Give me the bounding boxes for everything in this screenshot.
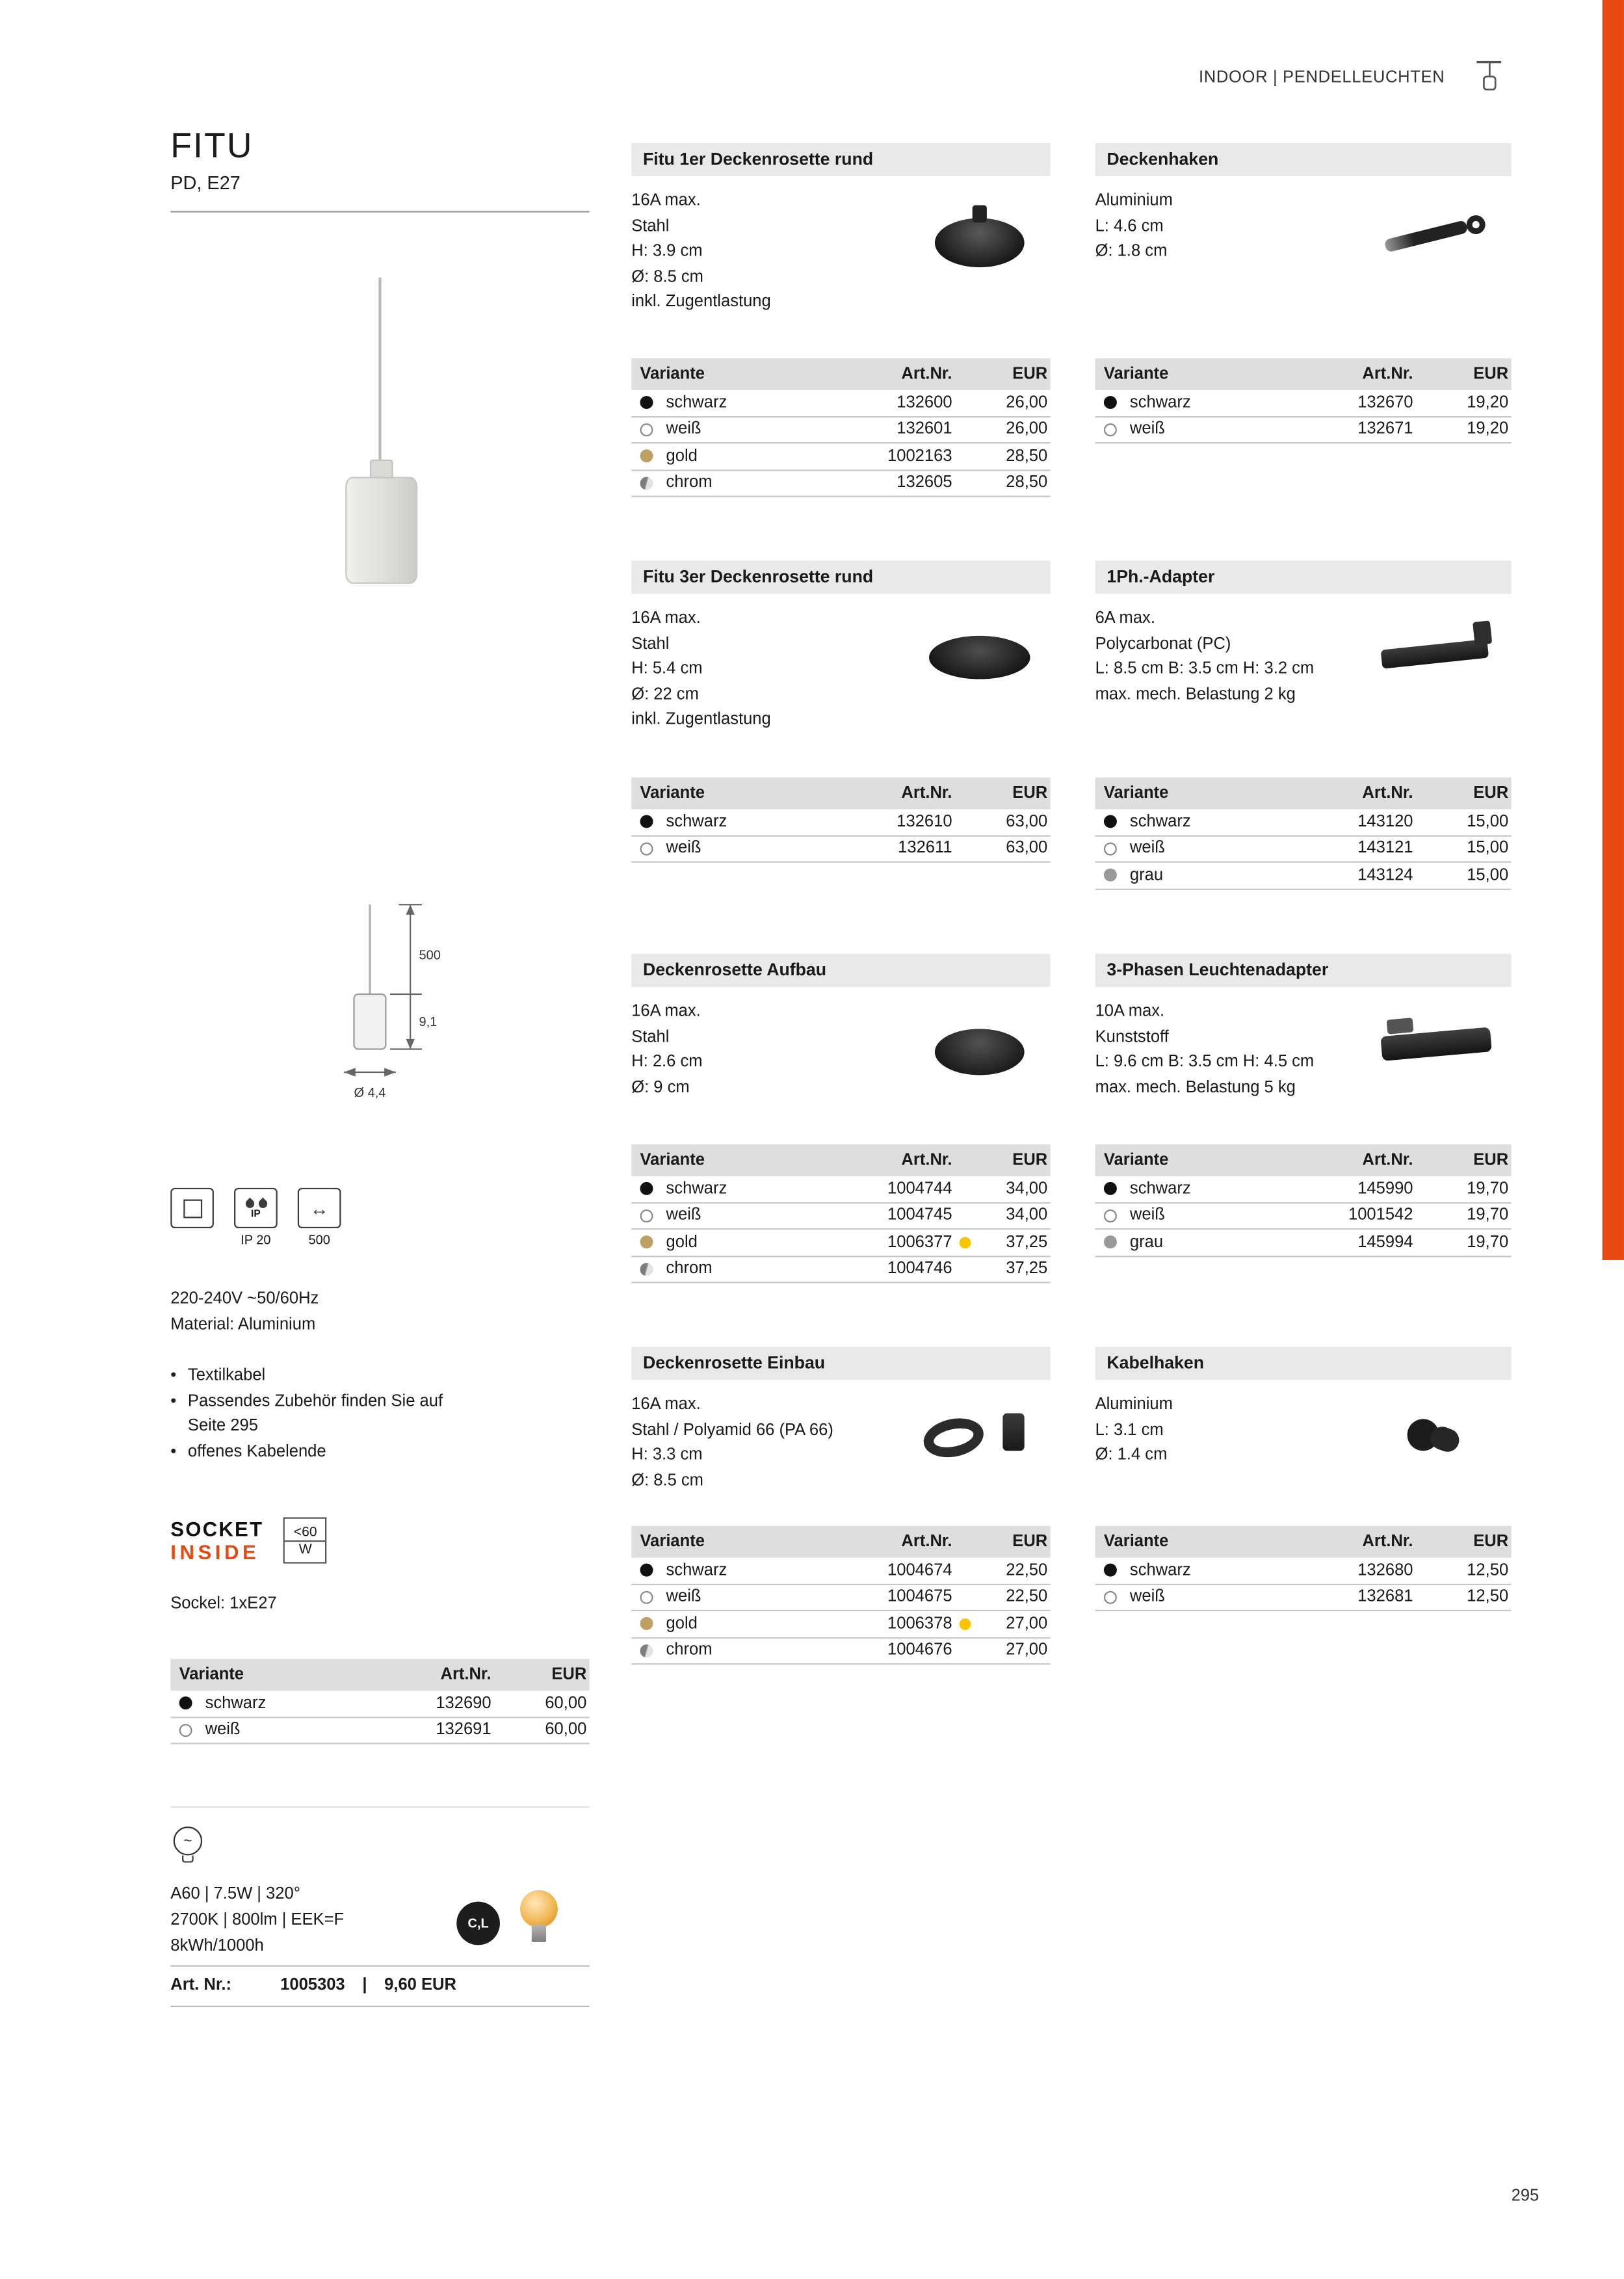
table-row	[1095, 863, 1512, 889]
price: 34,00	[1006, 1207, 1048, 1224]
col-eur: EUR	[1473, 1152, 1509, 1169]
table-row	[1095, 390, 1512, 417]
section-3phasen-leuchtenadapter	[1095, 954, 1512, 1252]
price: 22,50	[1006, 1561, 1048, 1579]
product-photo	[917, 1006, 1041, 1090]
variant-label: weiß	[1129, 1588, 1165, 1606]
detail-line: Polycarbonat (PC)	[1095, 635, 1231, 653]
price: 28,50	[1006, 447, 1048, 466]
col-variante: Variante	[179, 1666, 244, 1684]
col-artnr: Art.Nr.	[1362, 365, 1413, 383]
variant-color-dot	[640, 1564, 653, 1577]
price: 19,20	[1467, 394, 1509, 412]
detail-line: L: 3.1 cm	[1095, 1421, 1164, 1439]
art-number: 1004676	[887, 1642, 952, 1659]
divider	[170, 1806, 589, 1808]
col-artnr: Art.Nr.	[901, 1533, 952, 1551]
col-eur: EUR	[1012, 784, 1048, 802]
col-eur: EUR	[1473, 1533, 1509, 1551]
pendant-lamp-icon	[1471, 58, 1505, 96]
art-number: 132690	[436, 1694, 491, 1712]
table-row	[631, 443, 1050, 470]
material-spec: Material: Aluminium	[170, 1316, 316, 1334]
chapter-color-strip	[1603, 0, 1624, 1260]
art-number: 143120	[1357, 813, 1413, 831]
electrical-specs	[170, 1286, 319, 1338]
art-number: 1004744	[887, 1180, 952, 1198]
section-fitu-3er-deckenrosette	[631, 560, 1050, 858]
table-row	[1095, 1558, 1512, 1585]
socket-brand-top: SOCKET	[170, 1517, 264, 1541]
price: 19,70	[1467, 1180, 1509, 1198]
price: 9,60 EUR	[384, 1977, 456, 1994]
section-fitu-1er-deckenrosette	[631, 143, 1050, 492]
variant-color-dot	[1104, 842, 1117, 855]
art-number: 1001542	[1348, 1207, 1413, 1224]
variant-label: schwarz	[1129, 813, 1191, 831]
table-header-row	[631, 778, 1050, 810]
pendant-cable	[378, 278, 381, 462]
detail-line: L: 4.6 cm	[1095, 217, 1164, 235]
section-title: Fitu 1er Deckenrosette rund	[631, 143, 1050, 176]
table-row	[631, 1203, 1050, 1230]
art-nr-label: Art. Nr.:	[170, 1977, 231, 1994]
variant-color-dot	[640, 1617, 653, 1630]
detail-line: L: 8.5 cm B: 3.5 cm H: 3.2 cm	[1095, 660, 1315, 678]
variant-label: grau	[1129, 866, 1164, 884]
variant-label: gold	[666, 1615, 698, 1633]
ip-droplets-icon: IP IP 20	[234, 1188, 278, 1247]
col-variante: Variante	[1103, 1533, 1169, 1551]
art-number: 145994	[1357, 1233, 1413, 1252]
col-variante: Variante	[1103, 365, 1169, 383]
variant-label: schwarz	[1129, 1180, 1191, 1198]
price: 37,25	[1006, 1260, 1048, 1278]
product-photo	[917, 1399, 1041, 1482]
variant-label: grau	[1129, 1233, 1164, 1252]
product-photo	[917, 195, 1041, 279]
col-artnr: Art.Nr.	[901, 365, 952, 383]
bulb-icon: ~	[174, 1826, 202, 1855]
detail-line: L: 9.6 cm B: 3.5 cm H: 4.5 cm	[1095, 1053, 1315, 1071]
product-photo	[1378, 613, 1502, 696]
detail-line: 16A max.	[631, 1395, 701, 1414]
variant-color-dot	[640, 477, 653, 490]
svg-text:Ø 4,4: Ø 4,4	[354, 1085, 386, 1100]
price-table	[631, 1526, 1050, 1665]
variant-label: schwarz	[205, 1694, 267, 1712]
table-row	[170, 1691, 589, 1717]
feature-item: • Passendes Zubehör finden Sie auf Seite 295	[170, 1390, 445, 1440]
table-row	[1095, 810, 1512, 836]
col-eur: EUR	[1012, 365, 1048, 383]
detail-line: 16A max.	[631, 192, 701, 210]
col-eur: EUR	[1012, 1152, 1048, 1169]
detail-line: 16A max.	[631, 1003, 701, 1021]
detail-line: H: 3.9 cm	[631, 243, 703, 261]
price: 28,50	[1006, 474, 1048, 492]
art-number: 145990	[1357, 1180, 1413, 1198]
ip-rating-label: IP 20	[241, 1232, 271, 1247]
variant-color-dot	[640, 1182, 653, 1195]
art-number: 132681	[1357, 1588, 1413, 1606]
variant-label: weiß	[666, 421, 701, 438]
art-number: 1004674	[887, 1561, 952, 1579]
table-header-row	[631, 358, 1050, 390]
price: 12,50	[1467, 1561, 1509, 1579]
art-number: 132610	[897, 813, 952, 831]
table-row	[631, 1558, 1050, 1585]
variant-label: schwarz	[666, 813, 727, 831]
table-row	[631, 1176, 1050, 1203]
col-variante: Variante	[1103, 1152, 1169, 1169]
col-artnr: Art.Nr.	[1362, 784, 1413, 802]
detail-line: Ø: 1.8 cm	[1095, 243, 1168, 261]
price-table	[1095, 1526, 1512, 1611]
art-number: 132670	[1357, 394, 1413, 412]
detail-line: Ø: 22 cm	[631, 685, 699, 704]
art-number: 132611	[898, 839, 952, 858]
section-kabelhaken	[1095, 1347, 1512, 1606]
section-deckenrosette-aufbau	[631, 954, 1050, 1278]
table-header-row	[631, 1144, 1050, 1176]
section-1ph-adapter	[1095, 560, 1512, 884]
art-number: 132605	[897, 474, 952, 492]
variant-color-dot	[640, 1590, 653, 1603]
variant-color-dot	[1104, 1182, 1117, 1195]
table-header-row	[631, 1526, 1050, 1558]
art-number: 1005303	[280, 1977, 345, 1994]
variant-label: schwarz	[666, 1561, 727, 1579]
detail-line: Ø: 9 cm	[631, 1079, 690, 1096]
section-title: 3-Phasen Leuchtenadapter	[1095, 954, 1512, 987]
col-variante: Variante	[640, 1533, 705, 1551]
variant-color-dot	[640, 815, 653, 828]
col-variante: Variante	[640, 365, 705, 383]
detail-line: Stahl / Polyamid 66 (PA 66)	[631, 1421, 833, 1439]
product-price-table	[170, 1659, 589, 1744]
price: 63,00	[1006, 839, 1048, 858]
col-eur: EUR	[1012, 1533, 1048, 1551]
variant-label: chrom	[666, 1642, 713, 1659]
product-brand-block	[170, 127, 589, 213]
art-number: 1004675	[887, 1588, 952, 1606]
detail-line: Stahl	[631, 1028, 670, 1046]
variant-label: weiß	[1129, 839, 1165, 858]
table-row	[631, 1611, 1050, 1638]
section-title: Deckenrosette Aufbau	[631, 954, 1050, 987]
price: 37,25	[1006, 1233, 1048, 1252]
variant-label: weiß	[1129, 421, 1165, 438]
variant-color-dot	[640, 1263, 653, 1276]
price: 63,00	[1006, 813, 1048, 831]
table-row	[1095, 1585, 1512, 1611]
detail-line: max. mech. Belastung 5 kg	[1095, 1079, 1296, 1096]
col-variante: Variante	[640, 784, 705, 802]
lamp-specs	[170, 1882, 344, 1960]
svg-text:9,1: 9,1	[419, 1014, 438, 1029]
art-number: 143124	[1357, 866, 1413, 884]
price: 15,00	[1467, 813, 1509, 831]
table-header-row	[1095, 1144, 1512, 1176]
separator: |	[362, 1977, 367, 1994]
price-table	[631, 778, 1050, 863]
section-deckenrosette-einbau	[631, 1347, 1050, 1659]
table-row	[631, 836, 1050, 863]
detail-line: 6A max.	[1095, 609, 1155, 627]
detail-line: H: 5.4 cm	[631, 660, 703, 678]
lamp-spec-line: 2700K | 800lm | EEK=F	[170, 1912, 345, 1929]
price: 15,00	[1467, 866, 1509, 884]
price: 19,70	[1467, 1233, 1509, 1252]
col-artnr: Art.Nr.	[440, 1666, 491, 1684]
length-label: 500	[308, 1232, 330, 1247]
table-row	[631, 470, 1050, 497]
variant-color-dot	[640, 423, 653, 436]
socket-brand-bottom: INSIDE	[170, 1540, 260, 1564]
table-row	[631, 390, 1050, 417]
art-number: 143121	[1357, 839, 1413, 858]
table-row	[1095, 1203, 1512, 1230]
variant-color-dot	[640, 1644, 653, 1657]
product-subtitle: PD, E27	[170, 172, 241, 194]
detail-line: Stahl	[631, 635, 670, 653]
section-title: Deckenhaken	[1095, 143, 1512, 176]
price-table	[1095, 1144, 1512, 1256]
table-row	[631, 1585, 1050, 1611]
variant-label: weiß	[666, 1207, 701, 1224]
detail-line: 16A max.	[631, 609, 701, 627]
product-photo	[1378, 195, 1502, 279]
price: 15,00	[1467, 839, 1509, 858]
product-photo	[1378, 1006, 1502, 1090]
price-table	[1095, 358, 1512, 443]
table-row	[1095, 836, 1512, 863]
variant-color-dot	[640, 842, 653, 855]
table-header-row	[1095, 358, 1512, 390]
table-row	[1095, 417, 1512, 443]
col-variante: Variante	[1103, 784, 1169, 802]
table-row	[631, 1638, 1050, 1665]
lamp-spec-line: A60 | 7.5W | 320°	[170, 1886, 300, 1903]
section-title: Fitu 3er Deckenrosette rund	[631, 560, 1050, 594]
price: 27,00	[1006, 1615, 1048, 1633]
variant-label: gold	[666, 1233, 698, 1252]
detail-line: H: 2.6 cm	[631, 1053, 703, 1071]
dimension-drawing	[326, 899, 500, 1127]
variant-color-dot	[1104, 396, 1117, 409]
art-number: 132680	[1357, 1561, 1413, 1579]
variant-label: schwarz	[1129, 394, 1191, 412]
art-number: 1004746	[887, 1260, 952, 1278]
energy-badge-icon: C,L	[456, 1902, 500, 1945]
product-photo	[1378, 1399, 1502, 1482]
price: 12,50	[1467, 1588, 1509, 1606]
detail-line: Ø: 8.5 cm	[631, 1471, 703, 1490]
variant-color-dot	[640, 1236, 653, 1249]
variant-label: schwarz	[1129, 1561, 1191, 1579]
variant-color-dot	[179, 1697, 192, 1710]
detail-line: Stahl	[631, 217, 670, 235]
variant-color-dot	[1104, 423, 1117, 436]
variant-color-dot	[1104, 869, 1117, 882]
col-artnr: Art.Nr.	[1362, 1533, 1413, 1551]
product-photo	[917, 613, 1041, 696]
voltage-spec: 220-240V ~50/60Hz	[170, 1290, 319, 1308]
detail-line: H: 3.3 cm	[631, 1446, 703, 1464]
price: 27,00	[1006, 1642, 1048, 1659]
detail-line: Ø: 1.4 cm	[1095, 1446, 1168, 1464]
detail-line: Aluminium	[1095, 1395, 1173, 1414]
variant-color-dot	[640, 396, 653, 409]
section-deckenhaken	[1095, 143, 1512, 438]
price: 19,20	[1467, 421, 1509, 438]
variant-label: schwarz	[666, 1180, 727, 1198]
page-title: FITU	[170, 127, 254, 166]
col-artnr: Art.Nr.	[1362, 1152, 1413, 1169]
adjustable-length-icon: ↔ 500	[298, 1188, 341, 1247]
variant-color-dot	[1104, 1236, 1117, 1249]
variant-label: schwarz	[666, 394, 727, 412]
variant-color-dot	[640, 1209, 653, 1222]
col-eur: EUR	[1473, 365, 1509, 383]
page-header: INDOOR | PENDELLEUCHTEN	[1198, 69, 1445, 87]
art-number: 1002163	[887, 447, 952, 466]
variant-label: chrom	[666, 474, 713, 492]
section-title: Deckenrosette Einbau	[631, 1347, 1050, 1380]
variant-color-dot	[179, 1724, 192, 1737]
table-row	[1095, 1176, 1512, 1203]
art-number: 132671	[1357, 421, 1413, 438]
max-wattage-badge: <60 W	[283, 1518, 327, 1564]
variant-color-dot	[1104, 1564, 1117, 1577]
variant-label: weiß	[666, 839, 701, 858]
pendant-body	[345, 477, 417, 583]
variant-color-dot	[1104, 815, 1117, 828]
table-header-row	[1095, 1526, 1512, 1558]
page-number: 295	[1511, 2187, 1539, 2206]
variant-label: chrom	[666, 1260, 713, 1278]
col-variante: Variante	[640, 1152, 705, 1169]
svg-text:500: 500	[419, 948, 441, 963]
art-number: 1004745	[887, 1207, 952, 1224]
lamp-article-line	[170, 1965, 589, 2007]
feature-item: • Textilkabel	[170, 1364, 445, 1390]
price: 34,00	[1006, 1180, 1048, 1198]
table-row	[631, 417, 1050, 443]
art-number: 132600	[897, 394, 952, 412]
price-table	[1095, 778, 1512, 889]
table-header-row	[1095, 778, 1512, 810]
variant-label: weiß	[205, 1721, 241, 1739]
table-row	[631, 1230, 1050, 1256]
socket-type-label: Sockel: 1xE27	[170, 1595, 277, 1613]
feature-item: • offenes Kabelende	[170, 1440, 445, 1466]
section-title: 1Ph.-Adapter	[1095, 560, 1512, 594]
price: 19,70	[1467, 1207, 1509, 1224]
detail-line: inkl. Zugentlastung	[631, 711, 771, 729]
variant-label: gold	[666, 447, 698, 466]
col-eur: EUR	[551, 1666, 587, 1684]
price: 60,00	[545, 1694, 587, 1712]
certification-icons	[170, 1188, 341, 1247]
variant-color-dot	[640, 450, 653, 463]
art-number: 132601	[897, 421, 952, 438]
variant-label: weiß	[666, 1588, 701, 1606]
detail-line: max. mech. Belastung 2 kg	[1095, 685, 1296, 704]
price-table	[631, 1144, 1050, 1283]
table-header-row	[170, 1659, 589, 1691]
variant-color-dot	[1104, 1209, 1117, 1222]
price: 60,00	[545, 1721, 587, 1739]
lamp-photo	[517, 1890, 561, 1954]
product-photo	[257, 228, 503, 598]
col-artnr: Art.Nr.	[901, 1152, 952, 1169]
price: 26,00	[1006, 394, 1048, 412]
price: 22,50	[1006, 1588, 1048, 1606]
table-row	[1095, 1230, 1512, 1256]
price-table	[631, 358, 1050, 497]
price: 26,00	[1006, 421, 1048, 438]
col-eur: EUR	[1473, 784, 1509, 802]
table-row	[631, 810, 1050, 836]
double-insulation-icon	[170, 1188, 214, 1247]
table-row	[631, 1256, 1050, 1283]
socket-inside-badge	[170, 1518, 327, 1564]
variant-color-dot	[1104, 1590, 1117, 1603]
col-artnr: Art.Nr.	[901, 784, 952, 802]
detail-line: Kunststoff	[1095, 1028, 1169, 1046]
detail-line: Ø: 8.5 cm	[631, 268, 703, 285]
art-number: 1006377	[887, 1233, 952, 1252]
lamp-spec-line: 8kWh/1000h	[170, 1938, 264, 1955]
art-number: 1006378	[887, 1615, 952, 1633]
table-row	[170, 1717, 589, 1744]
detail-line: Aluminium	[1095, 192, 1173, 210]
art-number: 132691	[436, 1721, 491, 1739]
detail-line: inkl. Zugentlastung	[631, 293, 771, 311]
section-title: Kabelhaken	[1095, 1347, 1512, 1380]
variant-label: weiß	[1129, 1207, 1165, 1224]
feature-list	[170, 1364, 445, 1466]
detail-line: 10A max.	[1095, 1003, 1165, 1021]
